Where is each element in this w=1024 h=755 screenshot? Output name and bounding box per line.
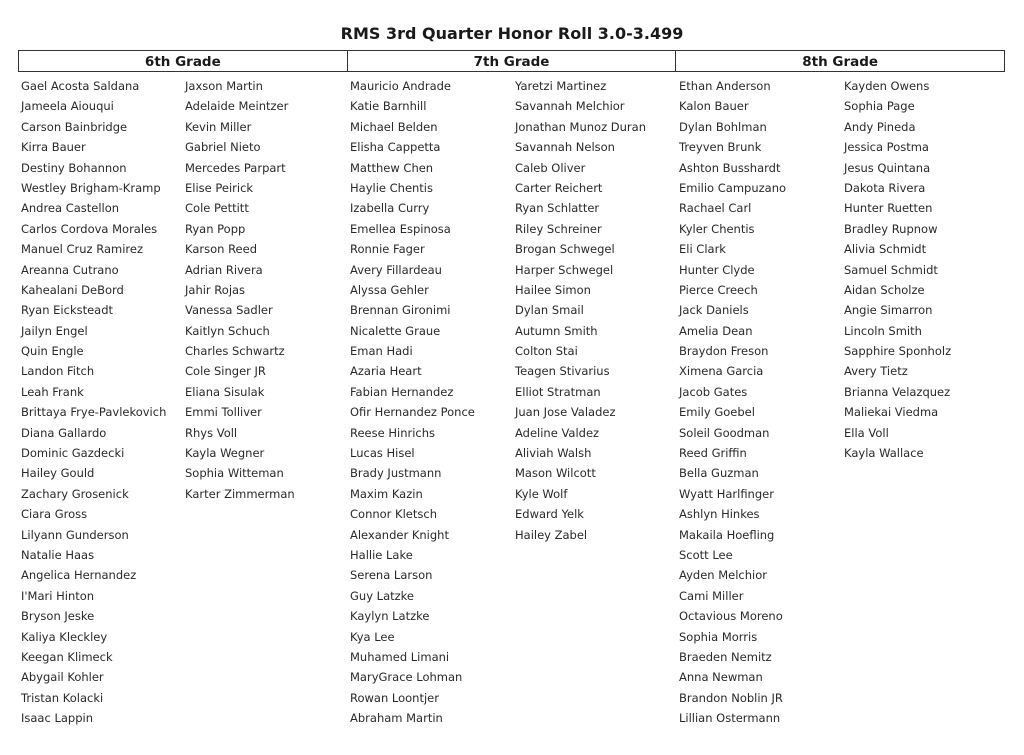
student-name: Eliana Sisulak — [185, 384, 265, 399]
student-name: Kahealani DeBord — [21, 282, 124, 297]
student-name: Ciara Gross — [21, 507, 88, 522]
student-name: Kayla Wallace — [844, 446, 924, 461]
student-name: Maxim Kazin — [350, 486, 423, 501]
student-name: Rhys Voll — [185, 425, 238, 440]
student-name: Ximena Garcia — [679, 364, 764, 379]
student-name: Carlos Cordova Morales — [21, 221, 158, 236]
student-name: Braydon Freson — [679, 344, 769, 359]
student-name: Jacob Gates — [679, 384, 748, 399]
student-name: Gael Acosta Saldana — [21, 79, 140, 93]
student-name: Adelaide Meintzer — [185, 99, 289, 114]
student-name: Kaylyn Latzke — [350, 609, 430, 624]
page-title: RMS 3rd Quarter Honor Roll 3.0-3.499 — [340, 24, 684, 43]
student-name: Vanessa Sadler — [185, 303, 273, 318]
student-name: Izabella Curry — [350, 201, 430, 216]
student-name: Ryan Eicksteadt — [21, 303, 114, 318]
student-name: Ayden Melchior — [679, 568, 767, 583]
student-name: Alivia Schmidt — [844, 242, 927, 257]
student-name: Kayden Owens — [844, 79, 930, 93]
student-name: Kyle Wolf — [515, 486, 568, 501]
student-name: Quin Engle — [21, 344, 84, 359]
student-name: Pierce Creech — [679, 282, 758, 297]
student-name: Carson Bainbridge — [21, 119, 128, 134]
student-name: Jahir Rojas — [185, 282, 246, 297]
student-name: Treyven Brunk — [679, 140, 762, 155]
grade-heading-6th: 6th Grade — [144, 54, 221, 70]
student-name: Sophia Page — [844, 99, 915, 114]
student-name: Emellea Espinosa — [350, 221, 451, 236]
student-name: Harper Schwegel — [515, 262, 614, 277]
student-name: Lucas Hisel — [350, 446, 415, 461]
student-name: Andrea Castellon — [21, 201, 120, 216]
student-name: Katie Barnhill — [350, 99, 427, 114]
student-name: Abygail Kohler — [21, 670, 104, 685]
student-name: Autumn Smith — [515, 323, 598, 338]
name-list-8th-grade-col1 — [679, 76, 786, 729]
student-name: Jesus Quintana — [844, 160, 931, 175]
student-name: Aidan Scholze — [844, 282, 925, 297]
grade-heading-7th: 7th Grade — [347, 51, 676, 71]
student-name: Kaliya Kleckley — [21, 629, 108, 644]
student-name: Eli Clark — [679, 242, 726, 257]
student-name: Hunter Clyde — [679, 262, 755, 277]
student-name: Cole Pettitt — [185, 201, 249, 216]
student-name: Dylan Bohlman — [679, 119, 767, 134]
student-name: Carter Reichert — [515, 180, 603, 195]
student-name: Rowan Loontjer — [350, 690, 439, 705]
student-name: Maliekai Viedma — [844, 405, 939, 420]
student-name: Dominic Gazdecki — [21, 446, 125, 461]
student-name: Ethan Anderson — [679, 79, 771, 93]
student-name: Savannah Melchior — [515, 99, 625, 114]
student-name: Brogan Schwegel — [515, 242, 615, 257]
student-name: Soleil Goodman — [679, 425, 770, 440]
student-name: Brennan Gironimi — [350, 303, 451, 318]
student-name: Brady Justmann — [350, 466, 442, 481]
student-name: Jameela Aiouqui — [21, 99, 114, 114]
student-name: Leah Frank — [21, 384, 84, 399]
student-name: Eman Hadi — [350, 344, 413, 359]
student-name: Samuel Schmidt — [844, 262, 938, 277]
student-name: Jessica Postma — [844, 140, 929, 155]
student-name: Edward Yelk — [515, 507, 584, 522]
name-list-8th-grade-col2 — [844, 76, 951, 463]
student-name: Riley Schreiner — [515, 221, 602, 236]
student-name: Dylan Smail — [515, 303, 584, 318]
student-name: Kaitlyn Schuch — [185, 323, 270, 338]
student-name: Lilyann Gunderson — [21, 527, 129, 542]
student-name: Jailyn Engel — [21, 323, 88, 338]
student-name: Juan Jose Valadez — [515, 405, 616, 420]
student-name: Ofir Hernandez Ponce — [350, 405, 475, 420]
student-name: Caleb Oliver — [515, 160, 586, 175]
student-name: Serena Larson — [350, 568, 433, 583]
student-name: Elliot Stratman — [515, 384, 601, 399]
student-name: Landon Fitch — [21, 364, 95, 379]
student-name: Alexander Knight — [350, 527, 449, 542]
student-name: Destiny Bohannon — [21, 160, 127, 175]
student-name: Isaac Lappin — [21, 711, 93, 726]
student-name: Jonathan Munoz Duran — [515, 119, 646, 134]
student-name: Dakota Rivera — [844, 180, 926, 195]
student-name: Emilio Campuzano — [679, 180, 787, 195]
student-name: Nicalette Graue — [350, 323, 441, 338]
student-name: Sophia Morris — [679, 629, 758, 644]
student-name: MaryGrace Lohman — [350, 670, 463, 685]
student-name: Ashton Busshardt — [679, 160, 781, 175]
student-name: Manuel Cruz Ramirez — [21, 242, 143, 257]
student-name: Tristan Kolacki — [21, 690, 104, 705]
student-name: Reed Griffin — [679, 446, 747, 461]
student-name: Sophia Witteman — [185, 466, 284, 481]
student-name: Kya Lee — [350, 629, 395, 644]
student-name: Sapphire Sponholz — [844, 344, 952, 359]
student-name: Amelia Dean — [679, 323, 753, 338]
student-name: Hailey Zabel — [515, 527, 588, 542]
student-name: Bradley Rupnow — [844, 221, 938, 236]
student-name: Brianna Velazquez — [844, 384, 951, 399]
student-name: Wyatt Harlfinger — [679, 486, 774, 501]
student-name: Angelica Hernandez — [21, 568, 137, 583]
student-name: Octavious Moreno — [679, 609, 783, 624]
student-name: Connor Kletsch — [350, 507, 437, 522]
student-name: Jack Daniels — [679, 303, 749, 318]
student-name: Abraham Martin — [350, 711, 443, 726]
student-name: Scott Lee — [679, 547, 733, 562]
student-name: Ella Voll — [844, 425, 889, 440]
student-name: Andy Pineda — [844, 119, 916, 134]
student-name: Anna Newman — [679, 670, 763, 685]
student-name: Brandon Noblin JR — [679, 690, 783, 705]
student-name: Kirra Bauer — [21, 140, 86, 155]
student-name: I'Mari Hinton — [21, 588, 95, 603]
student-name: Ronnie Fager — [350, 242, 425, 257]
student-name: Elise Peirick — [185, 180, 254, 195]
student-name: Emmi Tolliver — [185, 405, 262, 420]
student-name: Colton Stai — [515, 344, 578, 359]
student-name: Brittaya Frye-Pavlekovich — [21, 405, 167, 420]
student-name: Keegan Klimeck — [21, 649, 113, 664]
student-name: Fabian Hernandez — [350, 384, 454, 399]
student-name: Natalie Haas — [21, 547, 95, 562]
student-name: Mason Wilcott — [515, 466, 596, 481]
student-name: Cami Miller — [679, 588, 744, 603]
student-name: Hallie Lake — [350, 547, 413, 562]
student-name: Areanna Cutrano — [21, 262, 119, 277]
student-name: Lincoln Smith — [844, 323, 922, 338]
student-name: Hailee Simon — [515, 282, 591, 297]
student-name: Karson Reed — [185, 242, 258, 257]
student-name: Emily Goebel — [679, 405, 755, 420]
student-name: Karter Zimmerman — [185, 486, 295, 501]
student-name: Haylie Chentis — [350, 180, 433, 195]
name-list-7th-grade-col1 — [350, 76, 475, 729]
student-name: Kalon Bauer — [679, 99, 749, 114]
student-name: Hunter Ruetten — [844, 201, 933, 216]
student-name: Kevin Miller — [185, 119, 252, 134]
student-name: Alyssa Gehler — [350, 282, 429, 297]
student-name: Adrian Rivera — [185, 262, 263, 277]
student-name: Braeden Nemitz — [679, 649, 772, 664]
student-name: Gabriel Nieto — [185, 140, 261, 155]
student-name: Bella Guzman — [679, 466, 759, 481]
student-name: Hailey Gould — [21, 466, 95, 481]
name-list-6th-grade-col1 — [21, 76, 166, 729]
student-name: Teagen Stivarius — [515, 364, 610, 379]
student-name: Guy Latzke — [350, 588, 414, 603]
student-name: Ashlyn Hinkes — [679, 507, 760, 522]
student-name: Mercedes Parpart — [185, 160, 286, 175]
student-name: Ryan Schlatter — [515, 201, 600, 216]
student-name: Elisha Cappetta — [350, 140, 441, 155]
student-name: Mauricio Andrade — [350, 79, 451, 93]
student-name: Yaretzi Martinez — [515, 79, 607, 93]
student-name: Avery Fillardeau — [350, 262, 442, 277]
student-name: Adeline Valdez — [515, 425, 600, 440]
grade-heading-8th: 8th Grade — [675, 51, 1004, 71]
student-name: Lillian Ostermann — [679, 711, 781, 726]
student-name: Michael Belden — [350, 119, 438, 134]
student-name: Azaria Heart — [350, 364, 422, 379]
student-name: Kayla Wegner — [185, 446, 265, 461]
grade-header-row — [18, 50, 1005, 72]
student-name: Cole Singer JR — [185, 364, 266, 379]
student-name: Bryson Jeske — [21, 609, 95, 624]
student-name: Kyler Chentis — [679, 221, 755, 236]
student-name: Muhamed Limani — [350, 649, 450, 664]
student-name: Makaila Hoefling — [679, 527, 775, 542]
student-name: Savannah Nelson — [515, 140, 615, 155]
student-name: Jaxson Martin — [185, 79, 263, 93]
name-list-7th-grade-col2 — [515, 76, 646, 545]
student-name: Zachary Grosenick — [21, 486, 129, 501]
student-name: Charles Schwartz — [185, 344, 285, 359]
student-name: Angie Simarron — [844, 303, 933, 318]
student-name: Reese Hinrichs — [350, 425, 436, 440]
student-name: Matthew Chen — [350, 160, 434, 175]
student-name: Diana Gallardo — [21, 425, 107, 440]
student-name: Westley Brigham-Kramp — [21, 180, 161, 195]
student-name: Aliviah Walsh — [515, 446, 592, 461]
student-name: Avery Tietz — [844, 364, 908, 379]
student-name: Ryan Popp — [185, 221, 246, 236]
name-list-6th-grade-col2 — [185, 76, 295, 504]
student-name: Rachael Carl — [679, 201, 752, 216]
